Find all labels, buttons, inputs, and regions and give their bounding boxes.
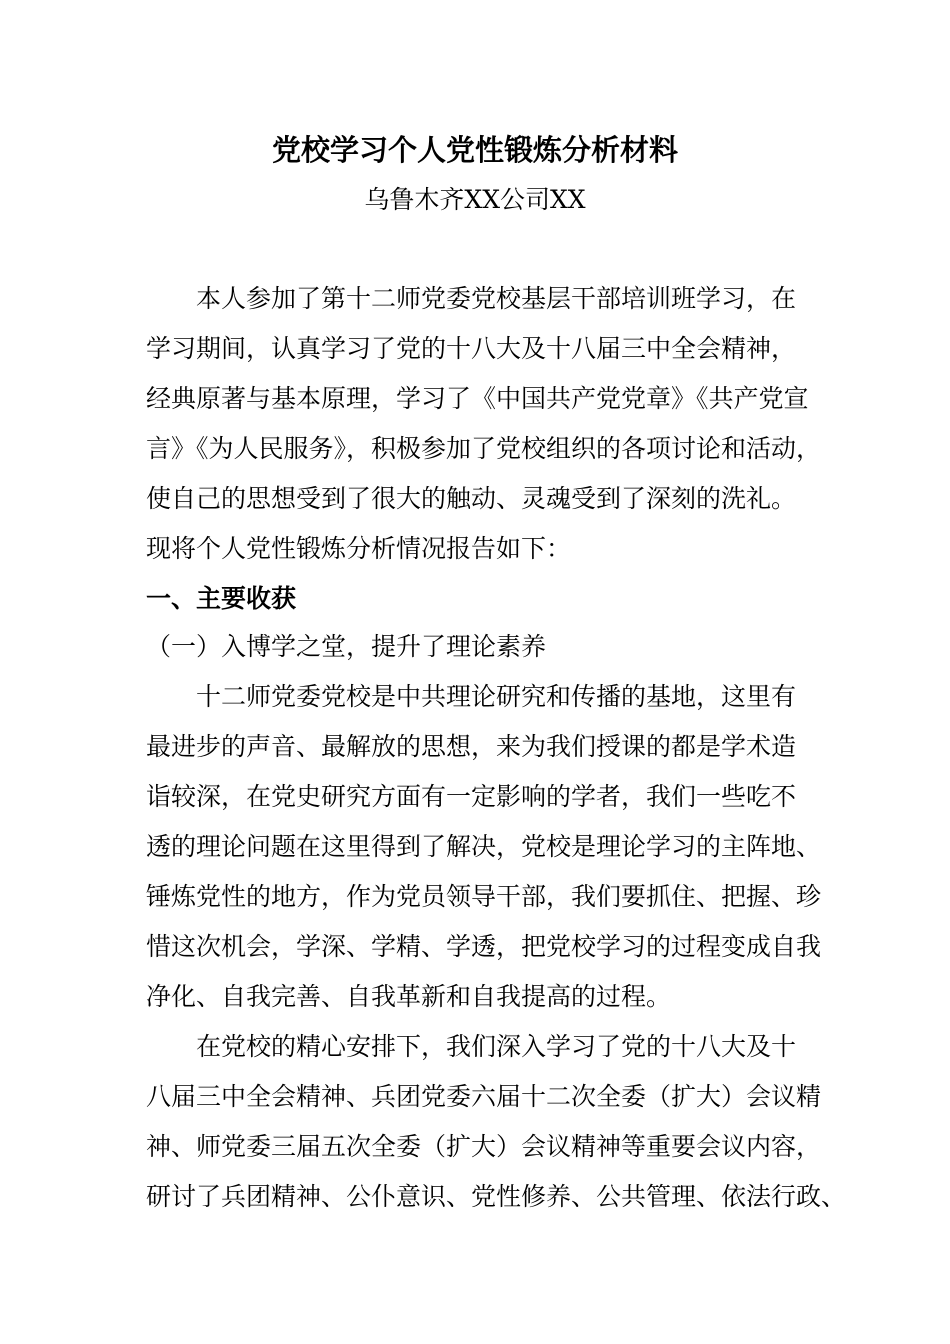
document-title: 党校学习个人党性锻炼分析材料 [271,133,678,167]
paragraph-line: 惜这次机会，学深、学精、学透，把党校学习的过程变成自我 [146,932,822,961]
paragraph-line: 诣较深，在党史研究方面有一定影响的学者，我们一些吃不 [146,782,797,811]
paragraph-line: 十二师党委党校是中共理论研究和传播的基地，这里有 [196,682,797,711]
paragraph-line: 净化、自我完善、自我革新和自我提高的过程。 [146,982,672,1011]
paragraph-line: 经典原著与基本原理，学习了《中国共产党党章》《共产党宣 [146,384,809,413]
paragraph-line: 神、师党委三届五次全委（扩大）会议精神等重要会议内容， [146,1132,822,1161]
paragraph-line: 八届三中全会精神、兵团党委六届十二次全委（扩大）会议精 [146,1082,822,1111]
paragraph-line: 锤炼党性的地方，作为党员领导干部，我们要抓住、把握、珍 [146,882,822,911]
paragraph-line: 使自己的思想受到了很大的触动、灵魂受到了深刻的洗礼。 [146,484,797,513]
paragraph-line: 言》《为人民服务》，积极参加了党校组织的各项讨论和活动， [146,434,822,463]
paragraph-line: 现将个人党性锻炼分析情况报告如下： [146,534,572,563]
paragraph-line: 本人参加了第十二师党委党校基层干部培训班学习，在 [196,284,797,313]
document-author: 乌鲁木齐XX公司XX [364,185,586,214]
paragraph-line: 在党校的精心安排下，我们深入学习了党的十八大及十 [196,1032,797,1061]
section-heading: 一、主要收获 [146,584,297,613]
paragraph-line: 最进步的声音、最解放的思想，来为我们授课的都是学术造 [146,732,797,761]
paragraph-line: 研讨了兵团精神、公仆意识、党性修养、公共管理、依法行政、 [146,1182,847,1211]
subsection-heading: （一）入博学之堂，提升了理论素养 [146,632,547,661]
paragraph-line: 透的理论问题在这里得到了解决，党校是理论学习的主阵地、 [146,832,822,861]
paragraph-line: 学习期间，认真学习了党的十八大及十八届三中全会精神， [146,334,797,363]
